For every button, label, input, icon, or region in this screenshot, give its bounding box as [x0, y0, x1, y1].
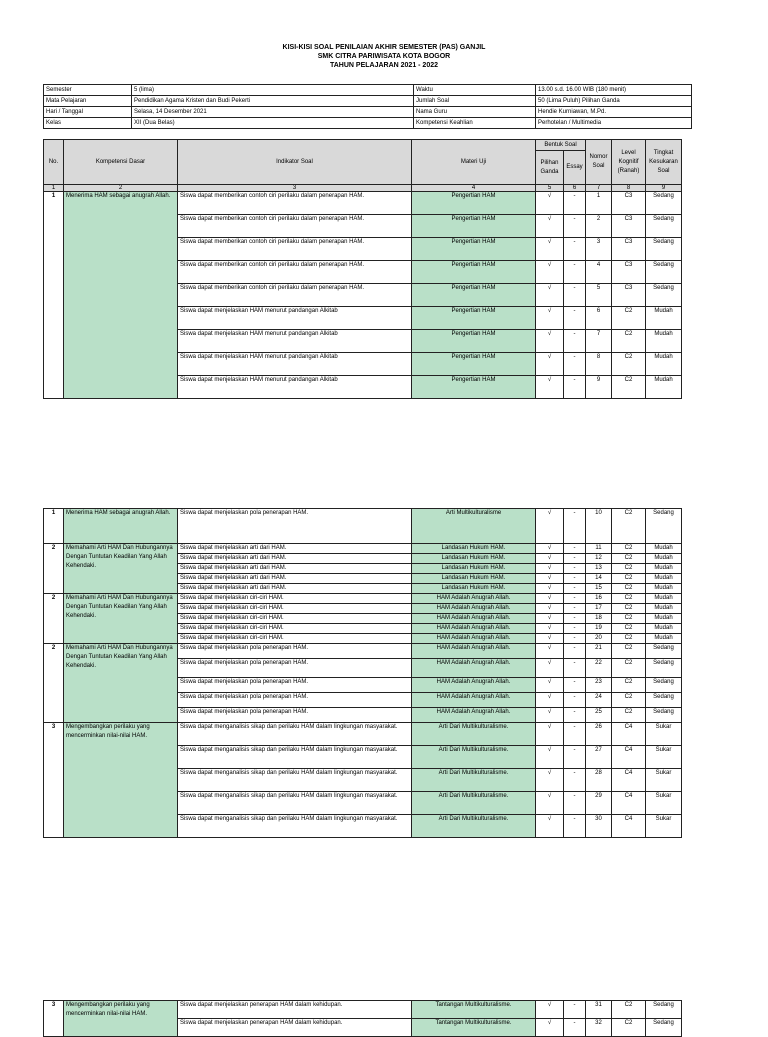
essay-cell: -	[564, 769, 586, 792]
pilihan-ganda-cell: √	[536, 1019, 564, 1037]
col-header-kompetensi: Kompetensi Dasar	[64, 140, 178, 185]
nomor-soal-cell: 20	[586, 634, 612, 644]
materi-cell: Landasan Hukum HAM.	[412, 564, 536, 574]
level-kognitif-cell: C3	[612, 261, 646, 284]
tingkat-kesukaran-cell: Sukar	[646, 746, 682, 769]
col-header-no: No.	[44, 140, 64, 185]
pilihan-ganda-cell: √	[536, 614, 564, 624]
tingkat-kesukaran-cell: Mudah	[646, 544, 682, 554]
tingkat-kesukaran-cell: Sukar	[646, 815, 682, 838]
col-header-level: Level Kognitif (Ranah)	[612, 140, 646, 185]
level-kognitif-cell: C2	[612, 659, 646, 678]
indikator-cell: Siswa dapat menjelaskan HAM menurut pandangan Alkitab	[178, 307, 412, 330]
nomor-soal-cell: 25	[586, 708, 612, 723]
level-kognitif-cell: C4	[612, 723, 646, 746]
doc-title	[0, 43, 768, 70]
col-number: 8	[612, 185, 646, 192]
indikator-cell: Siswa dapat memberikan contoh ciri perilaku dalam penerapan HAM.	[178, 215, 412, 238]
materi-cell: HAM Adalah Anugrah Allah.	[412, 693, 536, 708]
nomor-soal-cell: 28	[586, 769, 612, 792]
indikator-cell: Siswa dapat menjelaskan arti dari HAM.	[178, 554, 412, 564]
kompetensi-dasar-cell: Menerima HAM sebagai anugrah Allah.	[64, 509, 178, 544]
tingkat-kesukaran-cell: Mudah	[646, 584, 682, 594]
essay-cell: -	[564, 564, 586, 574]
tingkat-kesukaran-cell: Mudah	[646, 574, 682, 584]
nomor-soal-cell: 30	[586, 815, 612, 838]
level-kognitif-cell: C2	[612, 544, 646, 554]
nomor-soal-cell: 9	[586, 376, 612, 399]
nomor-soal-cell: 15	[586, 584, 612, 594]
meta-table	[43, 84, 692, 129]
nomor-soal-cell: 22	[586, 659, 612, 678]
meta-row	[44, 96, 692, 107]
tingkat-kesukaran-cell: Sedang	[646, 1001, 682, 1019]
essay-cell: -	[564, 307, 586, 330]
title-line-2: SMK CITRA PARIWISATA KOTA BOGOR	[317, 53, 451, 60]
row-number: 3	[44, 1001, 64, 1037]
indikator-cell: Siswa dapat menjelaskan ciri-ciri HAM.	[178, 614, 412, 624]
materi-cell: HAM Adalah Anugrah Allah.	[412, 659, 536, 678]
indikator-cell: Siswa dapat menganalisis sikap dan perilaku HAM dalam lingkungan masyarakat.	[178, 792, 412, 815]
tingkat-kesukaran-cell: Sedang	[646, 659, 682, 678]
indikator-cell: Siswa dapat memberikan contoh ciri perilaku dalam penerapan HAM.	[178, 284, 412, 307]
meta-label: Kelas	[44, 118, 132, 129]
row-number: 1	[44, 509, 64, 544]
indikator-cell: Siswa dapat memberikan contoh ciri perilaku dalam penerapan HAM.	[178, 192, 412, 215]
nomor-soal-cell: 4	[586, 261, 612, 284]
col-header-essay: Essay	[564, 151, 586, 185]
essay-cell: -	[564, 693, 586, 708]
column-header-row	[44, 140, 682, 151]
meta-label: Jumlah Soal	[414, 96, 536, 107]
col-number: 1	[44, 185, 64, 192]
essay-cell: -	[564, 604, 586, 614]
essay-cell: -	[564, 261, 586, 284]
level-kognitif-cell: C2	[612, 330, 646, 353]
meta-row	[44, 118, 692, 129]
materi-cell: HAM Adalah Anugrah Allah.	[412, 678, 536, 693]
nomor-soal-cell: 16	[586, 594, 612, 604]
pilihan-ganda-cell: √	[536, 1001, 564, 1019]
indikator-cell: Siswa dapat menjelaskan penerapan HAM dalam kehidupan.	[178, 1019, 412, 1037]
nomor-soal-cell: 23	[586, 678, 612, 693]
pilihan-ganda-cell: √	[536, 584, 564, 594]
pilihan-ganda-cell: √	[536, 792, 564, 815]
kompetensi-dasar-cell: Memahami Arti HAM Dan Hubungannya Dengan Tuntutan Keadilan Yang Allah Kehendaki.	[64, 544, 178, 594]
level-kognitif-cell: C4	[612, 815, 646, 838]
pilihan-ganda-cell: √	[536, 238, 564, 261]
pilihan-ganda-cell: √	[536, 815, 564, 838]
pilihan-ganda-cell: √	[536, 544, 564, 554]
materi-cell: Tantangan Multikulturalisme.	[412, 1001, 536, 1019]
indikator-cell: Siswa dapat memberikan contoh ciri perilaku dalam penerapan HAM.	[178, 238, 412, 261]
nomor-soal-cell: 1	[586, 192, 612, 215]
pilihan-ganda-cell: √	[536, 554, 564, 564]
materi-cell: HAM Adalah Anugrah Allah.	[412, 624, 536, 634]
essay-cell: -	[564, 708, 586, 723]
tingkat-kesukaran-cell: Sukar	[646, 792, 682, 815]
tingkat-kesukaran-cell: Mudah	[646, 624, 682, 634]
essay-cell: -	[564, 554, 586, 564]
nomor-soal-cell: 19	[586, 624, 612, 634]
table-row	[44, 644, 682, 659]
row-number: 2	[44, 644, 64, 723]
kompetensi-dasar-cell: Memahami Arti HAM Dan Hubungannya Dengan Tuntutan Keadilan Yang Allah Kehendaki.	[64, 644, 178, 723]
kompetensi-dasar-cell: Memahami Arti HAM Dan Hubungannya Dengan Tuntutan Keadilan Yang Allah Kehendaki.	[64, 594, 178, 644]
essay-cell: -	[564, 644, 586, 659]
row-number: 3	[44, 723, 64, 838]
materi-cell: HAM Adalah Anugrah Allah.	[412, 604, 536, 614]
col-number: 3	[178, 185, 412, 192]
meta-label: Kompetensi Keahlian	[414, 118, 536, 129]
tingkat-kesukaran-cell: Mudah	[646, 307, 682, 330]
indikator-cell: Siswa dapat memberikan contoh ciri perilaku dalam penerapan HAM.	[178, 261, 412, 284]
nomor-soal-cell: 17	[586, 604, 612, 614]
essay-cell: -	[564, 192, 586, 215]
kisi-kisi-table	[43, 508, 682, 838]
tingkat-kesukaran-cell: Sedang	[646, 1019, 682, 1037]
col-number: 2	[64, 185, 178, 192]
materi-cell: Arti Dari Multikulturalisme.	[412, 769, 536, 792]
nomor-soal-cell: 24	[586, 693, 612, 708]
title-line-1: KISI-KISI SOAL PENILAIAN AKHIR SEMESTER (PAS) GANJIL	[282, 44, 486, 51]
level-kognitif-cell: C4	[612, 769, 646, 792]
materi-cell: HAM Adalah Anugrah Allah.	[412, 708, 536, 723]
tingkat-kesukaran-cell: Sedang	[646, 509, 682, 544]
materi-cell: Pengertian HAM	[412, 376, 536, 399]
column-number-row	[44, 185, 682, 192]
nomor-soal-cell: 29	[586, 792, 612, 815]
level-kognitif-cell: C2	[612, 644, 646, 659]
essay-cell: -	[564, 678, 586, 693]
pilihan-ganda-cell: √	[536, 261, 564, 284]
materi-cell: Pengertian HAM	[412, 353, 536, 376]
level-kognitif-cell: C2	[612, 1001, 646, 1019]
materi-cell: Arti Dari Multikulturalisme.	[412, 746, 536, 769]
indikator-cell: Siswa dapat menjelaskan penerapan HAM dalam kehidupan.	[178, 1001, 412, 1019]
materi-cell: HAM Adalah Anugrah Allah.	[412, 594, 536, 604]
indikator-cell: Siswa dapat menjelaskan ciri-ciri HAM.	[178, 624, 412, 634]
materi-cell: Pengertian HAM	[412, 261, 536, 284]
table-row	[44, 544, 682, 554]
materi-cell: Pengertian HAM	[412, 215, 536, 238]
materi-cell: Pengertian HAM	[412, 284, 536, 307]
nomor-soal-cell: 12	[586, 554, 612, 564]
nomor-soal-cell: 27	[586, 746, 612, 769]
tingkat-kesukaran-cell: Mudah	[646, 594, 682, 604]
level-kognitif-cell: C2	[612, 604, 646, 614]
tingkat-kesukaran-cell: Sedang	[646, 708, 682, 723]
essay-cell: -	[564, 792, 586, 815]
materi-cell: Landasan Hukum HAM.	[412, 574, 536, 584]
nomor-soal-cell: 7	[586, 330, 612, 353]
pilihan-ganda-cell: √	[536, 678, 564, 693]
meta-value: Selasa, 14 Desember 2021	[132, 107, 414, 118]
materi-cell: Arti Multikulturalisme	[412, 509, 536, 544]
pilihan-ganda-cell: √	[536, 708, 564, 723]
meta-row	[44, 107, 692, 118]
meta-value: 5 (lima)	[132, 85, 414, 96]
essay-cell: -	[564, 1019, 586, 1037]
table-row	[44, 723, 682, 746]
materi-cell: Arti Dari Multikulturalisme.	[412, 815, 536, 838]
indikator-cell: Siswa dapat menjelaskan arti dari HAM.	[178, 564, 412, 574]
pilihan-ganda-cell: √	[536, 376, 564, 399]
tingkat-kesukaran-cell: Mudah	[646, 614, 682, 624]
materi-cell: Pengertian HAM	[412, 307, 536, 330]
materi-cell: HAM Adalah Anugrah Allah.	[412, 614, 536, 624]
essay-cell: -	[564, 353, 586, 376]
meta-value: Perhotelan / Multimedia	[536, 118, 692, 129]
indikator-cell: Siswa dapat menganalisis sikap dan perilaku HAM dalam lingkungan masyarakat.	[178, 723, 412, 746]
level-kognitif-cell: C2	[612, 376, 646, 399]
indikator-cell: Siswa dapat menjelaskan pola penerapan HAM.	[178, 659, 412, 678]
col-header-materi: Materi Uji	[412, 140, 536, 185]
meta-row	[44, 85, 692, 96]
pilihan-ganda-cell: √	[536, 284, 564, 307]
col-number: 4	[412, 185, 536, 192]
tingkat-kesukaran-cell: Sukar	[646, 769, 682, 792]
materi-cell: Pengertian HAM	[412, 330, 536, 353]
indikator-cell: Siswa dapat menjelaskan arti dari HAM.	[178, 574, 412, 584]
materi-cell: Pengertian HAM	[412, 238, 536, 261]
pilihan-ganda-cell: √	[536, 659, 564, 678]
meta-label: Mata Pelajaran	[44, 96, 132, 107]
level-kognitif-cell: C2	[612, 509, 646, 544]
indikator-cell: Siswa dapat menjelaskan pola penerapan HAM.	[178, 693, 412, 708]
meta-value: 50 (Lima Puluh) Pilihan Ganda	[536, 96, 692, 107]
nomor-soal-cell: 10	[586, 509, 612, 544]
materi-cell: HAM Adalah Anugrah Allah.	[412, 634, 536, 644]
pilihan-ganda-cell: √	[536, 353, 564, 376]
nomor-soal-cell: 14	[586, 574, 612, 584]
essay-cell: -	[564, 376, 586, 399]
table-row	[44, 594, 682, 604]
materi-cell: HAM Adalah Anugrah Allah.	[412, 644, 536, 659]
level-kognitif-cell: C2	[612, 353, 646, 376]
title-line-3: TAHUN PELAJARAN 2021 - 2022	[329, 62, 438, 69]
pilihan-ganda-cell: √	[536, 574, 564, 584]
tingkat-kesukaran-cell: Mudah	[646, 564, 682, 574]
meta-label: Semester	[44, 85, 132, 96]
level-kognitif-cell: C3	[612, 215, 646, 238]
col-number: 9	[646, 185, 682, 192]
level-kognitif-cell: C2	[612, 584, 646, 594]
materi-cell: Landasan Hukum HAM.	[412, 554, 536, 564]
tingkat-kesukaran-cell: Sukar	[646, 723, 682, 746]
pilihan-ganda-cell: √	[536, 564, 564, 574]
pilihan-ganda-cell: √	[536, 215, 564, 238]
tingkat-kesukaran-cell: Sedang	[646, 644, 682, 659]
tingkat-kesukaran-cell: Sedang	[646, 215, 682, 238]
level-kognitif-cell: C3	[612, 284, 646, 307]
level-kognitif-cell: C2	[612, 574, 646, 584]
essay-cell: -	[564, 624, 586, 634]
materi-cell: Pengertian HAM	[412, 192, 536, 215]
level-kognitif-cell: C3	[612, 192, 646, 215]
essay-cell: -	[564, 330, 586, 353]
level-kognitif-cell: C4	[612, 792, 646, 815]
col-number: 6	[564, 185, 586, 192]
row-number: 1	[44, 192, 64, 399]
essay-cell: -	[564, 238, 586, 261]
pilihan-ganda-cell: √	[536, 307, 564, 330]
pilihan-ganda-cell: √	[536, 644, 564, 659]
nomor-soal-cell: 21	[586, 644, 612, 659]
pilihan-ganda-cell: √	[536, 624, 564, 634]
nomor-soal-cell: 26	[586, 723, 612, 746]
level-kognitif-cell: C2	[612, 564, 646, 574]
tingkat-kesukaran-cell: Mudah	[646, 554, 682, 564]
kompetensi-dasar-cell: Mengembangkan perilaku yang mencerminkan nilai-nilai HAM.	[64, 723, 178, 838]
indikator-cell: Siswa dapat menjelaskan pola penerapan HAM.	[178, 678, 412, 693]
level-kognitif-cell: C2	[612, 624, 646, 634]
nomor-soal-cell: 13	[586, 564, 612, 574]
level-kognitif-cell: C2	[612, 307, 646, 330]
tingkat-kesukaran-cell: Sedang	[646, 238, 682, 261]
materi-cell: Landasan Hukum HAM.	[412, 544, 536, 554]
indikator-cell: Siswa dapat menjelaskan HAM menurut pandangan Alkitab	[178, 330, 412, 353]
kisi-kisi-table	[43, 1000, 682, 1037]
col-header-indikator: Indikator Soal	[178, 140, 412, 185]
level-kognitif-cell: C2	[612, 634, 646, 644]
essay-cell: -	[564, 544, 586, 554]
nomor-soal-cell: 18	[586, 614, 612, 624]
essay-cell: -	[564, 659, 586, 678]
tingkat-kesukaran-cell: Sedang	[646, 678, 682, 693]
indikator-cell: Siswa dapat menjelaskan pola penerapan HAM.	[178, 644, 412, 659]
tingkat-kesukaran-cell: Sedang	[646, 693, 682, 708]
nomor-soal-cell: 5	[586, 284, 612, 307]
meta-value: Hendie Kurniawan, M.Pd.	[536, 107, 692, 118]
nomor-soal-cell: 6	[586, 307, 612, 330]
indikator-cell: Siswa dapat menjelaskan arti dari HAM.	[178, 584, 412, 594]
tingkat-kesukaran-cell: Mudah	[646, 634, 682, 644]
meta-label: Nama Guru	[414, 107, 536, 118]
essay-cell: -	[564, 284, 586, 307]
kompetensi-dasar-cell: Menerima HAM sebagai anugrah Allah.	[64, 192, 178, 399]
tingkat-kesukaran-cell: Sedang	[646, 284, 682, 307]
pilihan-ganda-cell: √	[536, 634, 564, 644]
level-kognitif-cell: C2	[612, 708, 646, 723]
nomor-soal-cell: 32	[586, 1019, 612, 1037]
tingkat-kesukaran-cell: Sedang	[646, 192, 682, 215]
tingkat-kesukaran-cell: Mudah	[646, 330, 682, 353]
col-header-tingkat: Tingkat Kesukaran Soal	[646, 140, 682, 185]
materi-cell: Arti Dari Multikulturalisme.	[412, 792, 536, 815]
table-row	[44, 192, 682, 215]
tingkat-kesukaran-cell: Mudah	[646, 353, 682, 376]
essay-cell: -	[564, 746, 586, 769]
pilihan-ganda-cell: √	[536, 192, 564, 215]
essay-cell: -	[564, 509, 586, 544]
indikator-cell: Siswa dapat menjelaskan pola penerapan HAM.	[178, 509, 412, 544]
indikator-cell: Siswa dapat menjelaskan ciri-ciri HAM.	[178, 604, 412, 614]
meta-label: Hari / Tanggal	[44, 107, 132, 118]
col-number: 5	[536, 185, 564, 192]
indikator-cell: Siswa dapat menganalisis sikap dan perilaku HAM dalam lingkungan masyarakat.	[178, 746, 412, 769]
meta-value: 13.00 s.d. 16.00 WIB (180 menit)	[536, 85, 692, 96]
level-kognitif-cell: C2	[612, 1019, 646, 1037]
tingkat-kesukaran-cell: Sedang	[646, 261, 682, 284]
indikator-cell: Siswa dapat menjelaskan arti dari HAM.	[178, 544, 412, 554]
indikator-cell: Siswa dapat menganalisis sikap dan perilaku HAM dalam lingkungan masyarakat.	[178, 769, 412, 792]
nomor-soal-cell: 3	[586, 238, 612, 261]
materi-cell: Arti Dari Multikulturalisme.	[412, 723, 536, 746]
col-header-pg: Pilihan Ganda	[536, 151, 564, 185]
nomor-soal-cell: 31	[586, 1001, 612, 1019]
level-kognitif-cell: C3	[612, 238, 646, 261]
indikator-cell: Siswa dapat menganalisis sikap dan perilaku HAM dalam lingkungan masyarakat.	[178, 815, 412, 838]
level-kognitif-cell: C4	[612, 746, 646, 769]
level-kognitif-cell: C2	[612, 554, 646, 564]
essay-cell: -	[564, 614, 586, 624]
col-header-nomor: Nomor Soal	[586, 140, 612, 185]
essay-cell: -	[564, 815, 586, 838]
tingkat-kesukaran-cell: Mudah	[646, 376, 682, 399]
level-kognitif-cell: C2	[612, 614, 646, 624]
materi-cell: Tantangan Multikulturalisme.	[412, 1019, 536, 1037]
row-number: 2	[44, 594, 64, 644]
tingkat-kesukaran-cell: Mudah	[646, 604, 682, 614]
nomor-soal-cell: 8	[586, 353, 612, 376]
indikator-cell: Siswa dapat menjelaskan HAM menurut pandangan Alkitab	[178, 353, 412, 376]
nomor-soal-cell: 2	[586, 215, 612, 238]
pilihan-ganda-cell: √	[536, 723, 564, 746]
essay-cell: -	[564, 215, 586, 238]
essay-cell: -	[564, 574, 586, 584]
meta-value: XII (Dua Belas)	[132, 118, 414, 129]
essay-cell: -	[564, 634, 586, 644]
kisi-kisi-table	[43, 139, 682, 399]
indikator-cell: Siswa dapat menjelaskan ciri-ciri HAM.	[178, 594, 412, 604]
level-kognitif-cell: C2	[612, 678, 646, 693]
pilihan-ganda-cell: √	[536, 693, 564, 708]
indikator-cell: Siswa dapat menjelaskan ciri-ciri HAM.	[178, 634, 412, 644]
level-kognitif-cell: C2	[612, 594, 646, 604]
table-row	[44, 509, 682, 544]
essay-cell: -	[564, 723, 586, 746]
col-header-bentuk: Bentuk Soal	[536, 140, 586, 151]
row-number: 2	[44, 544, 64, 594]
indikator-cell: Siswa dapat menjelaskan HAM menurut pandangan Alkitab	[178, 376, 412, 399]
nomor-soal-cell: 11	[586, 544, 612, 554]
meta-value: Pendidikan Agama Kristen dan Budi Pekerti	[132, 96, 414, 107]
pilihan-ganda-cell: √	[536, 746, 564, 769]
pilihan-ganda-cell: √	[536, 604, 564, 614]
materi-cell: Landasan Hukum HAM.	[412, 584, 536, 594]
pilihan-ganda-cell: √	[536, 594, 564, 604]
meta-label: Waktu	[414, 85, 536, 96]
indikator-cell: Siswa dapat menjelaskan pola penerapan HAM.	[178, 708, 412, 723]
pilihan-ganda-cell: √	[536, 330, 564, 353]
level-kognitif-cell: C2	[612, 693, 646, 708]
kompetensi-dasar-cell: Mengembangkan perilaku yang mencerminkan nilai-nilai HAM.	[64, 1001, 178, 1037]
essay-cell: -	[564, 1001, 586, 1019]
pilihan-ganda-cell: √	[536, 509, 564, 544]
col-number: 7	[586, 185, 612, 192]
essay-cell: -	[564, 584, 586, 594]
pilihan-ganda-cell: √	[536, 769, 564, 792]
essay-cell: -	[564, 594, 586, 604]
table-row	[44, 1001, 682, 1019]
